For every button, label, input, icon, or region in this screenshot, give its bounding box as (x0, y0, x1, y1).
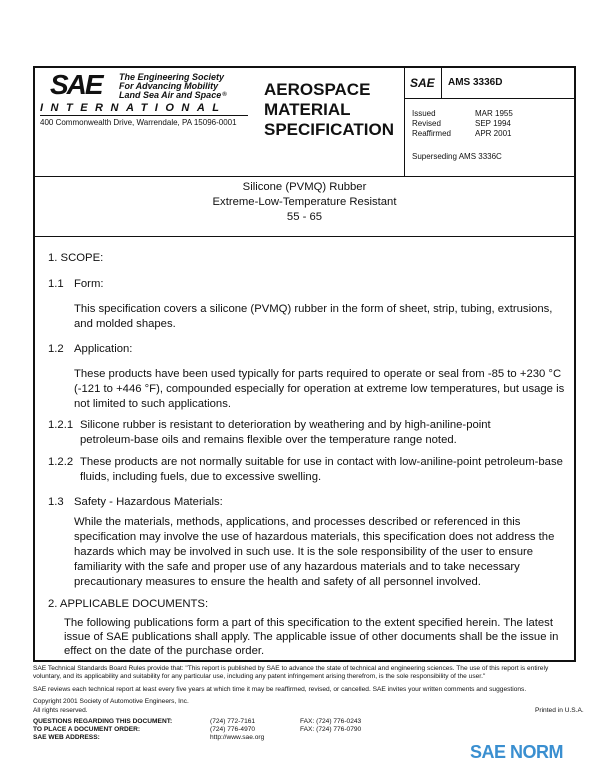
divider (33, 176, 576, 177)
tagline-line-wrap (119, 91, 227, 100)
paragraph: These products have been used typically for parts required to operate or seal from -85 to +230 °C (-121 to +446 °F), compounded especially for operation at extreme low temperatures, but usage is not limited to such applications. (74, 368, 565, 410)
section-number: 1.2 (48, 343, 64, 355)
spec-type (264, 80, 394, 140)
date-labels (412, 109, 451, 139)
spec-type-line: SPECIFICATION (264, 120, 395, 139)
sae-logo: SAE (50, 69, 102, 100)
logo-rule (40, 115, 248, 116)
paragraph: This specification covers a silicone (PVMQ) rubber in the form of sheet, strip, tubing, extrusions, and molded shapes. (74, 303, 553, 330)
section-number: 1.2.2 (48, 456, 74, 468)
international-text: INTERNATIONAL (40, 102, 227, 114)
reaffirmed-date: APR 2001 (475, 129, 512, 138)
contact-fax: FAX: (724) 776-0243 (300, 718, 362, 725)
title-line: 55 - 65 (286, 211, 323, 223)
paragraph: Silicone rubber is resistant to deterioration by weathering and by high-aniline-point petroleum-base oils and remains flexible over the temperature range noted. (80, 419, 491, 446)
footer-notice: SAE reviews each technical report at least every five years at which time it may be reaffirmed, revised, or cancelled. SAE invites your written comments and suggestions. (33, 686, 527, 693)
sae-norm-watermark: SAE NORM (470, 742, 564, 762)
section-heading: Form: (74, 278, 104, 290)
contact-phones (210, 718, 264, 742)
supersedes: Superseding AMS 3336C (412, 152, 502, 161)
section-heading: Safety - Hazardous Materials: (74, 496, 223, 508)
web-address-link[interactable]: http://www.sae.org (210, 734, 265, 741)
date-values (475, 109, 513, 139)
section-number: 1.1 (48, 278, 64, 290)
paragraph: The following publications form a part of this specification to the extent specified herein. The latest issue of SAE publications shall apply. The applicable issue of other documents shall be the issue in effect on the date of the purchase order. (64, 617, 559, 657)
title-line: Silicone (PVMQ) Rubber (242, 181, 367, 193)
rights: All rights reserved. (33, 707, 88, 714)
section-heading: Application: (74, 343, 133, 355)
tagline-line: For Advancing Mobility (119, 81, 219, 91)
section-number: 1.2.1 (48, 419, 74, 431)
issued-date: MAR 1955 (475, 109, 513, 118)
divider (33, 236, 576, 237)
footer-notice: SAE Technical Standards Board Rules provide that: "This report is published by SAE to advance the state of technical and engineering sciences. The use of this report is entirely voluntary, and its applicability and suitability for any particular use, including any patent infringement arising therefrom, is the sole responsibility of the user." (33, 665, 549, 680)
tagline-line: Land Sea Air and Space (119, 90, 222, 100)
spec-type-line: AEROSPACE (264, 80, 371, 99)
copyright: Copyright 2001 Society of Automotive Engineers, Inc. (33, 698, 189, 705)
document-title (33, 180, 576, 225)
contact-label: QUESTIONS REGARDING THIS DOCUMENT: (33, 718, 173, 725)
contact-fax: FAX: (724) 776-0790 (300, 726, 362, 733)
contact-phone: (724) 772-7161 (210, 718, 256, 725)
revised-date: SEP 1994 (475, 119, 511, 128)
contact-label: TO PLACE A DOCUMENT ORDER: (33, 726, 141, 733)
title-line: Extreme-Low-Temperature Resistant (212, 196, 397, 208)
paragraph: While the materials, methods, applications, and processes described or referenced in this specification may involve the use of hazardous materials, this specification does not address the hazards which may be involved in such use. It is the sole responsibility of the user to ensure familiarity with the safe and proper use of any hazardous materials and to take necessary precautionary measures to ensure the health and safety of all personnel involved. (74, 516, 555, 588)
paragraph: These products are not normally suitable for use in contact with low-aniline-point petroleum-base fluids, including fuels, due to excessive swelling. (80, 456, 563, 483)
divider (441, 66, 442, 98)
section-scope: 1. SCOPE: (48, 252, 104, 264)
sae-mark: SAE (410, 76, 435, 90)
tagline (119, 73, 227, 100)
section-applicable-documents: 2. APPLICABLE DOCUMENTS: (48, 598, 209, 610)
divider (404, 66, 405, 176)
reaffirmed-label: Reaffirmed (412, 129, 451, 138)
section-number: 1.3 (48, 496, 64, 508)
tagline-line: The Engineering Society (119, 72, 225, 82)
doc-number: AMS 3336D (448, 77, 503, 88)
printed-in: Printed in U.S.A. (535, 707, 584, 714)
registered-mark: ® (222, 92, 227, 98)
divider (404, 98, 576, 99)
contact-faxes (300, 718, 361, 734)
contact-phone: (724) 776-4970 (210, 726, 256, 733)
issued-label: Issued (412, 109, 436, 118)
revised-label: Revised (412, 119, 441, 128)
address: 400 Commonwealth Drive, Warrendale, PA 15096-0001 (40, 118, 237, 127)
contacts (33, 718, 172, 742)
contact-label: SAE WEB ADDRESS: (33, 734, 100, 741)
spec-type-line: MATERIAL (264, 100, 351, 119)
